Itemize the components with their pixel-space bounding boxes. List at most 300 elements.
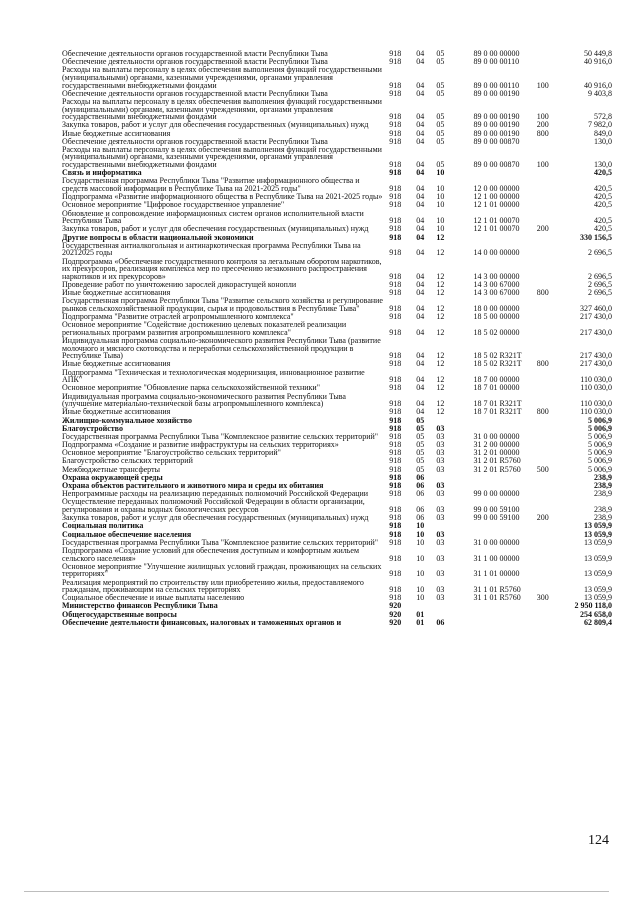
- row-razdel: 04: [416, 312, 425, 322]
- row-grbs: 918: [389, 327, 402, 337]
- row-grbs: 918: [389, 529, 402, 539]
- row-target-article: 12 1 01 00070: [473, 216, 520, 226]
- row-podrazdel: 03: [436, 440, 445, 450]
- table-row: [62, 547, 612, 563]
- row-sum: 217 430,0: [580, 312, 612, 322]
- row-expense-type: [532, 50, 554, 58]
- row-expense-type: [532, 258, 554, 281]
- row-podrazdel: 03: [436, 431, 445, 441]
- table-row: [62, 579, 612, 595]
- row-razdel: 04: [416, 271, 425, 281]
- row-grbs: 918: [389, 481, 402, 491]
- row-razdel: 10: [416, 537, 425, 547]
- row-razdel: 04: [416, 168, 425, 178]
- page-number: 124: [588, 833, 609, 848]
- row-grbs: 918: [389, 88, 402, 98]
- row-razdel: 10: [416, 529, 425, 539]
- row-expense-type: [532, 619, 554, 627]
- row-sum: 2 696,5: [588, 248, 612, 258]
- row-expense-type: 100: [536, 80, 549, 90]
- row-sum: 13 059,9: [584, 593, 612, 603]
- row-razdel: 04: [416, 248, 425, 258]
- row-sum: 110 030,0: [580, 375, 612, 385]
- row-name: Закупка товаров, работ и услуг для обеспечения государственных (муниципальных) нужд: [62, 513, 369, 523]
- row-target-article: 18 7 01 R321T: [473, 407, 522, 417]
- row-grbs: 918: [389, 585, 402, 595]
- table-row: [62, 258, 612, 281]
- row-grbs: 918: [389, 279, 402, 289]
- row-razdel: 10: [416, 593, 425, 603]
- row-name: Благоустройство сельских территорий: [62, 456, 193, 466]
- row-expense-type: [532, 313, 554, 321]
- row-sum: 420,5: [594, 168, 612, 178]
- row-razdel: 06: [416, 489, 425, 499]
- row-expense-type: 800: [536, 359, 549, 369]
- row-expense-type: [532, 393, 554, 409]
- row-sum: 238,9: [594, 472, 612, 482]
- row-target-article: 89 0 00 00110: [473, 57, 520, 67]
- row-razdel: 04: [416, 192, 425, 202]
- row-razdel: 06: [416, 505, 425, 514]
- row-expense-type: [532, 579, 554, 595]
- row-sum: 420,5: [594, 192, 612, 202]
- row-grbs: 918: [389, 464, 402, 474]
- row-name: Обеспечение деятельности органов государственной власти Республики Тыва: [62, 49, 328, 58]
- footer-divider: [24, 891, 609, 892]
- row-target-article: 89 0 00 00190: [473, 112, 520, 122]
- row-razdel: 04: [416, 224, 425, 234]
- table-row: [62, 321, 612, 337]
- row-name: Обновление и сопровождение информационных систем органов исполнительной власти Республики Тыва: [62, 208, 364, 226]
- row-expense-type: [532, 449, 554, 457]
- row-razdel: 04: [416, 88, 425, 98]
- row-target-article: 89 0 00 00000: [473, 49, 520, 58]
- row-sum: 217 430,0: [580, 359, 612, 369]
- table-row: [62, 514, 612, 522]
- row-grbs: 918: [389, 553, 402, 563]
- row-name: Индивидуальная программа социально-экономического развития Республики Тыва (развитие молочного и мясного скотоводства и переработки сельскохозяйственной продукции в Республике Тыва): [62, 336, 381, 361]
- row-name: Обеспечение деятельности органов государственной власти Республики Тыва: [62, 88, 328, 98]
- row-sum: 13 059,9: [584, 585, 612, 595]
- row-name: Основное мероприятие "Содействие достижению целевых показателей реализации региональных программ развития агропромышленного комплекса": [62, 320, 347, 337]
- row-expense-type: [532, 234, 554, 242]
- row-expense-type: [532, 384, 554, 392]
- row-grbs: 918: [389, 537, 402, 547]
- row-razdel: 04: [416, 407, 425, 417]
- row-podrazdel: 10: [436, 184, 445, 194]
- row-name: Расходы на выплаты персоналу в целях обеспечения выполнения функций государственными (муниципальными) органами, казенными учреждениями, органами управления государственными внебюджетными фондами: [62, 96, 382, 122]
- row-expense-type: [532, 441, 554, 449]
- row-podrazdel: 03: [436, 553, 445, 563]
- row-name: Государственная программа Республики Тыва "Комплексное развитие сельских территорий": [62, 537, 379, 547]
- row-name: Иные бюджетные ассигнования: [62, 128, 171, 138]
- row-expense-type: [532, 539, 554, 547]
- row-name: Общегосударственные вопросы: [62, 609, 177, 619]
- row-name: Государственная программа Республики Тыва "Комплексное развитие сельских территорий": [62, 431, 379, 441]
- row-sum: 110 030,0: [580, 383, 612, 393]
- row-razdel: 05: [416, 431, 425, 441]
- row-sum: 572,8: [594, 112, 612, 122]
- row-sum: 327 460,0: [580, 303, 612, 313]
- row-razdel: 05: [416, 464, 425, 474]
- row-razdel: 06: [416, 472, 425, 482]
- row-sum: 238,9: [594, 505, 612, 514]
- row-razdel: 04: [416, 80, 425, 90]
- row-sum: 2 696,5: [588, 271, 612, 281]
- row-name: Жилищно-коммунальное хозяйство: [62, 415, 193, 425]
- row-podrazdel: 03: [436, 456, 445, 466]
- row-sum: 40 916,0: [584, 80, 612, 90]
- table-row: [62, 242, 612, 258]
- row-expense-type: [532, 201, 554, 209]
- row-podrazdel: 10: [436, 200, 445, 210]
- row-podrazdel: 03: [436, 529, 445, 539]
- row-expense-type: [532, 547, 554, 563]
- row-sum: 5 006,9: [588, 431, 612, 441]
- row-expense-type: [532, 58, 554, 66]
- table-row: [62, 177, 612, 193]
- row-razdel: 04: [416, 160, 425, 170]
- row-target-article: 89 0 00 00190: [473, 120, 520, 130]
- row-target-article: 18 7 00 00000: [473, 375, 520, 385]
- row-podrazdel: 12: [436, 279, 445, 289]
- row-grbs: 918: [389, 57, 402, 67]
- row-podrazdel: [436, 602, 473, 610]
- row-razdel: 05: [416, 448, 425, 458]
- row-name: Основное мероприятие "Улучшение жилищных условий граждан, проживающих на сельских территориях": [62, 561, 382, 579]
- row-sum: 238,9: [594, 513, 612, 523]
- row-grbs: 918: [389, 359, 402, 369]
- table-row: [62, 98, 612, 121]
- row-grbs: 918: [389, 200, 402, 210]
- row-target-article: 31 0 00 00000: [473, 431, 520, 441]
- row-target-article: 31 1 01 R5760: [473, 593, 521, 603]
- table-row: [62, 146, 612, 169]
- row-podrazdel: 05: [436, 136, 445, 146]
- row-sum: 2 696,5: [588, 288, 612, 298]
- row-podrazdel: 05: [436, 88, 445, 98]
- row-name: Благоустройство: [62, 423, 123, 433]
- row-name: Связь и информатика: [62, 168, 142, 178]
- row-podrazdel: 12: [436, 232, 445, 242]
- row-podrazdel: 12: [436, 288, 445, 298]
- row-name: Государственная программа Республики Тыва "Развитие сельского хозяйства и регулирование рынков сельскохозяйственной продукции, сырья и продовольствия в Республике Тыва": [62, 296, 383, 313]
- row-sum: 5 006,9: [588, 423, 612, 433]
- row-name: Непрограммные расходы на реализацию переданных полномочий Российской Федерации: [62, 489, 369, 499]
- row-sum: 5 006,9: [588, 415, 612, 425]
- table-row: [62, 417, 612, 425]
- row-podrazdel: 12: [436, 248, 445, 258]
- row-razdel: 04: [416, 216, 425, 226]
- row-expense-type: 200: [536, 120, 549, 130]
- row-target-article: 89 0 00 00190: [473, 88, 520, 98]
- row-name: Иные бюджетные ассигнования: [62, 407, 171, 417]
- row-podrazdel: 03: [436, 569, 445, 579]
- row-name: Социальная политика: [62, 521, 144, 531]
- row-podrazdel: 05: [436, 120, 445, 130]
- row-expense-type: [532, 169, 554, 177]
- row-razdel: 04: [416, 184, 425, 194]
- row-razdel: 04: [416, 399, 425, 409]
- row-sum: 130,0: [594, 160, 612, 170]
- row-grbs: 918: [389, 448, 402, 458]
- budget-table-body: [62, 50, 612, 627]
- row-razdel: 01: [416, 617, 425, 627]
- row-target-article: 31 1 00 00000: [473, 553, 520, 563]
- row-name: Социальное обеспечение населения: [62, 529, 192, 539]
- row-target-article: 18 0 00 00000: [473, 303, 520, 313]
- row-grbs: 918: [389, 271, 402, 281]
- row-target-article: [473, 417, 531, 425]
- row-grbs: 918: [389, 383, 402, 393]
- row-razdel: 05: [416, 423, 425, 433]
- row-target-article: 18 5 02 R321T: [473, 359, 522, 369]
- row-name: Основное мероприятие "Благоустройство сельских территорий": [62, 448, 281, 458]
- row-razdel: 04: [416, 351, 425, 361]
- row-sum: 13 059,9: [584, 529, 612, 539]
- row-razdel: 04: [416, 136, 425, 146]
- row-name: Охрана объектов растительного и животного мира и среды их обитания: [62, 481, 324, 491]
- row-grbs: 918: [389, 160, 402, 170]
- row-razdel: 04: [416, 288, 425, 298]
- row-razdel: 04: [416, 200, 425, 210]
- row-grbs: 920: [389, 601, 402, 611]
- row-target-article: 31 0 00 00000: [473, 537, 520, 547]
- row-name: Реализация мероприятий по строительству или приобретению жилья, предоставляемого гражданам, проживающим на сельских территориях: [62, 577, 364, 595]
- row-sum: 420,5: [594, 224, 612, 234]
- row-name: Государственная антиалкогольная и антинаркотическая программа Республики Тыва на 20212025 годы: [62, 240, 361, 258]
- row-expense-type: [532, 531, 554, 539]
- row-target-article: 12 1 00 00000: [473, 192, 520, 202]
- row-podrazdel: 12: [436, 375, 445, 385]
- row-name: Подпрограмма "Техническая и технологическая модернизация, инновационное развитие АПК": [62, 367, 365, 385]
- row-sum: 217 430,0: [580, 351, 612, 361]
- row-sum: 217 430,0: [580, 327, 612, 337]
- row-name: Закупка товаров, работ и услуг для обеспечения государственных (муниципальных) нужд: [62, 120, 369, 130]
- row-target-article: 31 1 01 00000: [473, 569, 520, 579]
- row-sum: 2 696,5: [588, 279, 612, 289]
- row-sum: 5 006,9: [588, 456, 612, 466]
- row-target-article: 14 3 00 00000: [473, 271, 520, 281]
- row-sum: 9 403,8: [588, 88, 612, 98]
- row-expense-type: [532, 490, 554, 498]
- row-expense-type: 300: [536, 593, 549, 603]
- row-expense-type: [532, 177, 554, 193]
- row-podrazdel: 05: [436, 80, 445, 90]
- row-podrazdel: 12: [436, 407, 445, 417]
- row-expense-type: [532, 193, 554, 201]
- row-expense-type: [532, 425, 554, 433]
- row-expense-type: [532, 563, 554, 579]
- row-grbs: 918: [389, 232, 402, 242]
- row-razdel: 10: [416, 553, 425, 563]
- row-grbs: 918: [389, 49, 402, 58]
- row-expense-type: [532, 611, 554, 619]
- row-razdel: 04: [416, 359, 425, 369]
- row-podrazdel: 03: [436, 537, 445, 547]
- row-expense-type: [532, 433, 554, 441]
- row-expense-type: [532, 602, 554, 610]
- row-sum: 13 059,9: [584, 569, 612, 579]
- row-razdel: 04: [416, 327, 425, 337]
- row-target-article: 89 0 00 00190: [473, 128, 520, 138]
- row-podrazdel: 12: [436, 383, 445, 393]
- row-grbs: 918: [389, 224, 402, 234]
- row-target-article: 31 2 01 00000: [473, 448, 520, 458]
- row-sum: 7 982,0: [588, 120, 612, 130]
- row-grbs: 918: [389, 440, 402, 450]
- row-razdel: 05: [416, 440, 425, 450]
- row-name: Иные бюджетные ассигнования: [62, 288, 171, 298]
- row-razdel: 10: [416, 521, 425, 531]
- row-target-article: [473, 611, 531, 619]
- table-row: [62, 563, 612, 579]
- row-podrazdel: 05: [436, 160, 445, 170]
- row-grbs: 918: [389, 192, 402, 202]
- table-row: [62, 66, 612, 89]
- table-row: [62, 337, 612, 360]
- row-grbs: 918: [389, 415, 402, 425]
- row-sum: 238,9: [594, 489, 612, 499]
- row-podrazdel: 12: [436, 351, 445, 361]
- row-grbs: 918: [389, 136, 402, 146]
- row-name: Министерство финансов Республики Тыва: [62, 601, 218, 611]
- row-name: Расходы на выплаты персоналу в целях обеспечения выполнения функций государственными (муниципальными) органами, казенными учреждениями, органами управления государственными внебюджетными фондами: [62, 144, 382, 170]
- row-grbs: 918: [389, 472, 402, 482]
- row-grbs: 918: [389, 288, 402, 298]
- row-expense-type: [532, 417, 554, 425]
- row-podrazdel: 12: [436, 327, 445, 337]
- row-sum: 110 030,0: [580, 407, 612, 417]
- row-name: Охрана окружающей среды: [62, 472, 163, 482]
- row-target-article: [473, 522, 531, 530]
- row-razdel: 04: [416, 279, 425, 289]
- row-name: Подпрограмма «Развитие информационного общества в Республике Тыва на 2021-2025 годы»: [62, 192, 383, 202]
- row-grbs: 918: [389, 431, 402, 441]
- row-razdel: 10: [416, 585, 425, 595]
- row-name: Обеспечение деятельности органов государственной власти Республики Тыва: [62, 57, 328, 67]
- row-sum: 5 006,9: [588, 448, 612, 458]
- row-expense-type: 200: [536, 513, 549, 523]
- table-row: [62, 210, 612, 226]
- row-sum: 330 156,5: [580, 232, 612, 242]
- row-podrazdel: 03: [436, 513, 445, 523]
- row-target-article: 18 7 01 R321T: [473, 399, 522, 409]
- row-name: Основное мероприятие "Обновление парка сельскохозяйственной техники": [62, 383, 320, 393]
- row-target-article: [473, 619, 531, 627]
- row-expense-type: [532, 482, 554, 490]
- row-expense-type: 500: [536, 464, 549, 474]
- row-expense-type: [532, 337, 554, 360]
- row-target-article: 12 1 01 00000: [473, 200, 520, 210]
- row-sum: 13 059,9: [584, 537, 612, 547]
- row-razdel: 06: [416, 513, 425, 523]
- row-target-article: [473, 602, 531, 610]
- row-target-article: [473, 234, 531, 242]
- row-expense-type: [532, 498, 554, 514]
- row-target-article: 89 0 00 00870: [473, 136, 520, 146]
- row-grbs: 918: [389, 513, 402, 523]
- row-expense-type: [532, 522, 554, 530]
- row-sum: 13 059,9: [584, 553, 612, 563]
- row-grbs: 918: [389, 505, 402, 514]
- row-name: Подпрограмма «Создание и развитие инфраструктуры на сельских территориях»: [62, 440, 339, 450]
- row-grbs: 918: [389, 407, 402, 417]
- row-name: Проведение работ по уничтожению зарослей дикорастущей конопли: [62, 279, 297, 289]
- row-podrazdel: 12: [436, 359, 445, 369]
- row-target-article: 99 0 00 59100: [473, 513, 520, 523]
- row-name: Подпрограмма «Создание условий для обеспечения доступным и комфортным жильем сельского населения»: [62, 545, 360, 563]
- table-row: [62, 619, 612, 627]
- row-expense-type: 800: [536, 128, 549, 138]
- row-target-article: 89 0 00 00110: [473, 80, 520, 90]
- row-sum: 849,0: [594, 128, 612, 138]
- row-expense-type: 800: [536, 407, 549, 417]
- row-target-article: 18 7 01 00000: [473, 383, 520, 393]
- row-expense-type: 200: [536, 224, 549, 234]
- row-razdel: 06: [416, 481, 425, 491]
- row-target-article: 31 1 01 R5760: [473, 585, 521, 595]
- row-name: Индивидуальная программа социально-экономического развития Республики Тыва (улучшение материально-технической базы агропромышленного комплекса): [62, 391, 346, 409]
- row-podrazdel: 05: [436, 57, 445, 67]
- row-grbs: 918: [389, 375, 402, 385]
- row-target-article: 18 5 02 00000: [473, 327, 520, 337]
- row-podrazdel: 03: [436, 585, 445, 595]
- row-sum: 420,5: [594, 184, 612, 194]
- row-razdel: 04: [416, 303, 425, 313]
- row-name: Государственная программа Республики Тыва "Развитие информационного общества и средств массовой информации в Республике Тыва на 2021-2025 годы": [62, 176, 360, 194]
- row-grbs: 918: [389, 184, 402, 194]
- row-target-article: 14 3 00 67000: [473, 288, 520, 298]
- row-grbs: 918: [389, 303, 402, 313]
- row-sum: 5 006,9: [588, 464, 612, 474]
- row-grbs: 918: [389, 521, 402, 531]
- row-grbs: 918: [389, 423, 402, 433]
- row-sum: 2 950 118,0: [574, 601, 612, 611]
- table-row: [62, 498, 612, 514]
- row-expense-type: [532, 369, 554, 385]
- row-podrazdel: 12: [436, 312, 445, 322]
- row-razdel: 10: [416, 569, 425, 579]
- budget-table: [62, 50, 612, 627]
- row-target-article: 89 0 00 00870: [473, 160, 520, 170]
- row-expense-type: 800: [536, 288, 549, 298]
- row-name: Межбюджетные трансферты: [62, 464, 160, 474]
- row-expense-type: [532, 138, 554, 146]
- row-target-article: 18 5 00 00000: [473, 312, 520, 322]
- row-grbs: 918: [389, 112, 402, 122]
- row-target-article: 12 0 00 00000: [473, 184, 520, 194]
- row-name: Основное мероприятие "Цифровое государственное управление": [62, 200, 285, 210]
- row-grbs: 918: [389, 593, 402, 603]
- row-expense-type: [532, 242, 554, 258]
- row-target-article: [473, 169, 531, 177]
- row-name: Социальное обеспечение и иные выплаты населению: [62, 593, 245, 603]
- row-sum: 254 658,0: [580, 609, 612, 619]
- row-name: Подпрограмма «Обеспечение государственного контроля за легальным оборотом наркотиков, их прекурсоров, реализация комплекса мер по пресечению незаконного распространения наркотиков и их прекурсоров»: [62, 256, 382, 281]
- table-row: [62, 369, 612, 385]
- row-sum: 5 006,9: [588, 440, 612, 450]
- row-name: Обеспечение деятельности финансовых, налоговых и таможенных органов и: [62, 617, 342, 627]
- row-razdel: 04: [416, 383, 425, 393]
- row-sum: 238,9: [594, 481, 612, 491]
- row-razdel: 01: [416, 609, 425, 619]
- row-podrazdel: 10: [436, 192, 445, 202]
- row-razdel: 04: [416, 375, 425, 385]
- row-podrazdel: 05: [436, 49, 445, 58]
- row-razdel: 04: [416, 112, 425, 122]
- row-sum: 62 809,4: [584, 617, 612, 627]
